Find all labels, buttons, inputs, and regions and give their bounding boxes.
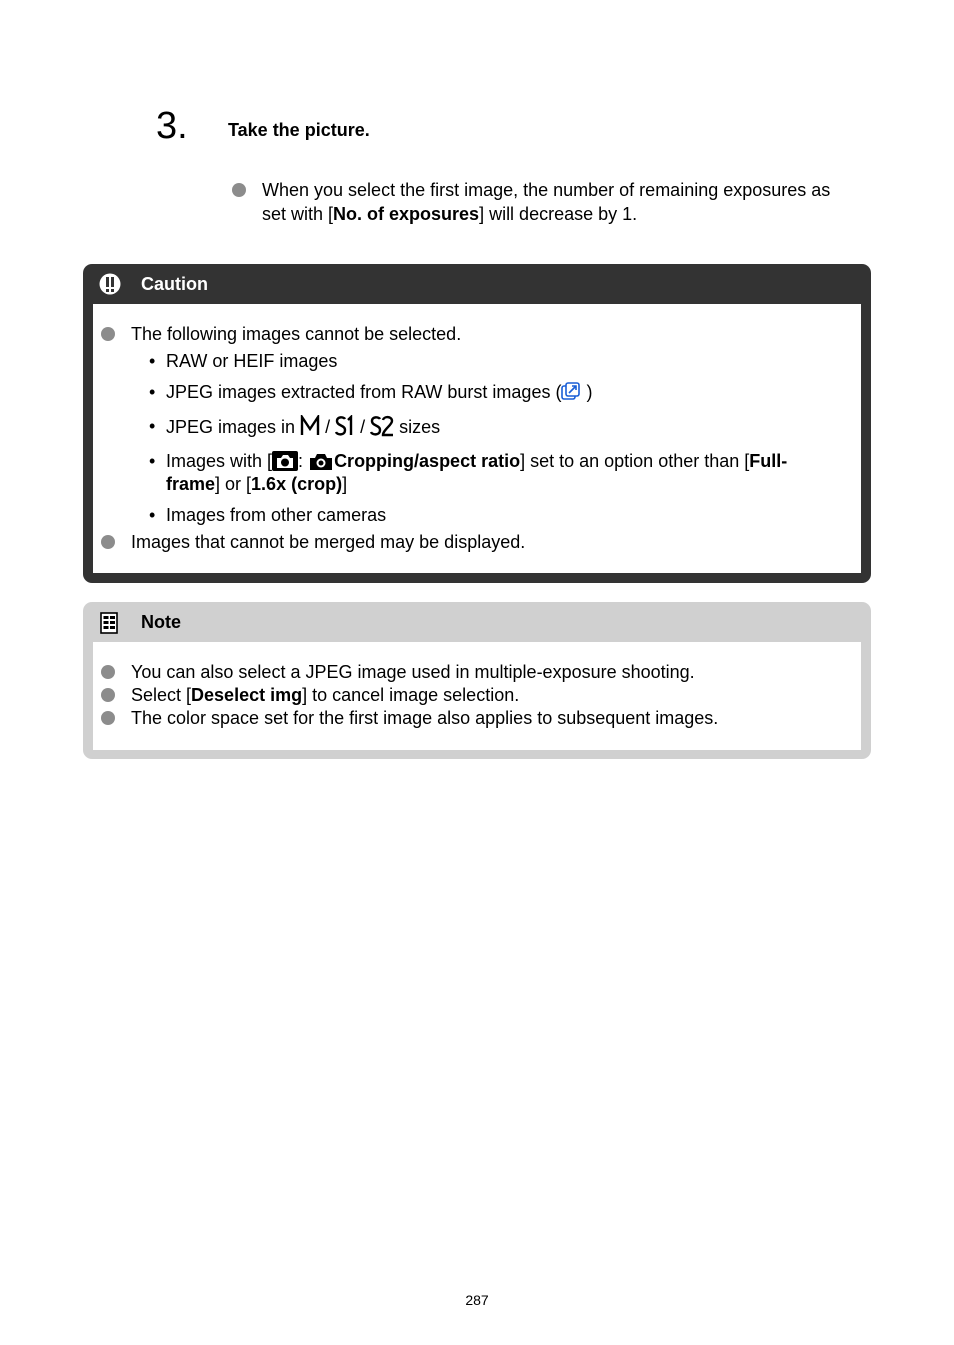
cropping-bold2: Full-	[749, 451, 788, 471]
sizes-sep: /	[355, 417, 371, 437]
list-item-text: Images that cannot be merged may be displayed.	[131, 532, 526, 552]
cropping-colon: :	[298, 451, 309, 471]
sub-item-text	[166, 415, 440, 439]
sub-item-text: RAW or HEIF images	[166, 351, 338, 371]
step-bullet-pre: set with [	[262, 204, 334, 224]
cropping-line2-bold2: 1.6x (crop)	[251, 474, 343, 494]
cropping-mid: ] set to an option other than [	[520, 451, 750, 471]
note-box	[83, 602, 871, 759]
list-item-text	[131, 684, 519, 707]
sub-item-text: Images from other cameras	[166, 505, 387, 525]
burst-post: )	[581, 382, 593, 402]
sizes-post: sizes	[394, 417, 441, 437]
sub-bullet-mark: •	[149, 451, 156, 471]
size-s1-icon	[335, 415, 355, 437]
step-bullet-bold: No. of exposures	[333, 204, 480, 224]
raw-burst-icon	[561, 382, 581, 402]
sizes-sep: /	[320, 417, 336, 437]
caution-header	[83, 264, 871, 304]
note-body	[93, 642, 861, 750]
step-bullet-text	[262, 178, 877, 226]
caution-box	[83, 264, 871, 583]
step-bullet-post: ] will decrease by 1.	[479, 204, 638, 224]
cropping-line2-mid: ] or [	[215, 474, 252, 494]
bullet-dot	[101, 535, 115, 549]
step-number: 3.	[156, 105, 188, 147]
sub-item-text	[166, 381, 592, 404]
cropping-line2-bold: frame	[166, 474, 216, 494]
cropping-pre: Images with [	[166, 451, 273, 471]
sub-item-text	[166, 450, 787, 496]
deselect-pre: Select [	[131, 685, 192, 705]
size-s2-icon	[370, 415, 394, 437]
step-bullet-line1: When you select the first image, the number of remaining exposures as	[262, 180, 831, 200]
sub-bullet-mark: •	[149, 505, 156, 525]
cropping-bold: Cropping/aspect ratio	[334, 451, 521, 471]
list-item-text: The color space set for the first image also applies to subsequent images.	[131, 708, 719, 728]
bullet-dot	[101, 327, 115, 341]
camera-icon	[272, 451, 298, 471]
page-number: 287	[465, 1292, 489, 1308]
note-header	[83, 602, 871, 642]
caution-body	[93, 304, 861, 573]
note-icon	[100, 612, 120, 634]
bullet-dot	[101, 711, 115, 725]
sub-bullet-mark: •	[149, 351, 156, 371]
step-title: Take the picture.	[228, 120, 370, 140]
cropping-line2-post: ]	[342, 474, 348, 494]
sizes-pre: JPEG images in	[166, 417, 301, 437]
bullet-dot	[101, 688, 115, 702]
deselect-bold: Deselect img	[191, 685, 303, 705]
size-m-icon	[300, 415, 320, 437]
sub-bullet-mark: •	[149, 382, 156, 402]
bullet-dot	[101, 665, 115, 679]
caution-icon	[99, 273, 121, 295]
sub-bullet-mark: •	[149, 416, 156, 436]
list-item-text: You can also select a JPEG image used in multiple-exposure shooting.	[131, 662, 695, 682]
deselect-post: ] to cancel image selection.	[302, 685, 520, 705]
bullet-dot	[232, 183, 246, 197]
caution-title: Caution	[141, 274, 208, 294]
camera-icon	[308, 451, 334, 471]
list-item-text: The following images cannot be selected.	[131, 324, 462, 344]
note-title: Note	[141, 612, 181, 632]
burst-pre: JPEG images extracted from RAW burst images (	[166, 382, 562, 402]
